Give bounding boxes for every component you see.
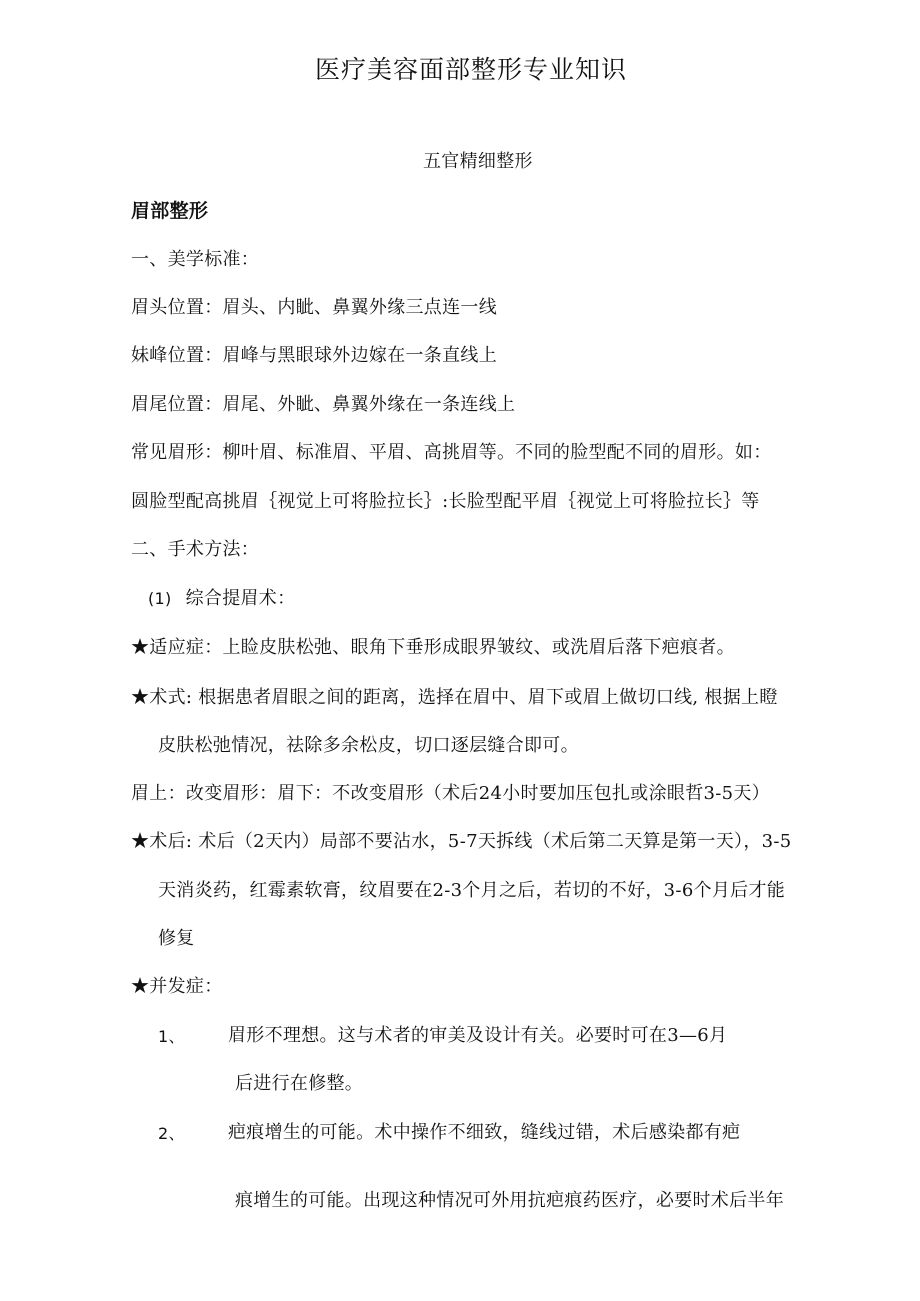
complications-heading: ★并发症： xyxy=(131,976,223,997)
surgery-heading: 二、手术方法： xyxy=(131,539,260,560)
eyebrow-note: 眉上：改变眉形：眉下：不改变眉形（术后24小时要加压包扎或涂眼哲3-5天） xyxy=(131,783,770,804)
complication-text: 后进行在修整。 xyxy=(235,1073,364,1094)
aesthetics-line: 妹峰位置：眉峰与黑眼球外边嫁在一条直线上 xyxy=(131,345,497,366)
document-title: 医疗美容面部整形专业知识 xyxy=(315,55,628,84)
complication-text: 眉形不理想。这与术者的审美及设计有关。必要时可在3—6月 xyxy=(228,1025,728,1046)
aesthetics-line: 眉头位置：眉头、内眦、鼻翼外缘三点连一线 xyxy=(131,297,497,318)
method-name: 综合提眉术： xyxy=(185,588,296,609)
aesthetics-line: 常见眉形：柳叶眉、标准眉、平眉、高挑眉等。不同的脸型配不同的眉形。如： xyxy=(131,442,772,463)
aesthetics-heading: 一、美学标准： xyxy=(131,249,260,270)
indication-line: ★适应症：上睑皮肤松弛、眼角下垂形成眼界皱纹、或洗眉后落下疤痕者。 xyxy=(131,637,735,658)
complication-text: 疤痕增生的可能。术中操作不细致，缝线过错，术后感染都有疤 xyxy=(228,1122,741,1143)
document-subtitle: 五官精细整形 xyxy=(423,151,533,172)
complication-text: 痕增生的可能。出现这种情况可外用抗疤痕药医疗，必要时术后半年 xyxy=(235,1190,784,1211)
section-heading: 眉部整形 xyxy=(131,200,209,222)
technique-line: ★术式: 根据患者眉眼之间的距离，选择在眉中、眉下或眉上做切口线, 根据上瞪 xyxy=(131,687,778,708)
aesthetics-line: 眉尾位置：眉尾、外眦、鼻翼外缘在一条连线上 xyxy=(131,394,516,415)
complication-number: 2、 xyxy=(158,1124,185,1143)
postop-line: 修复 xyxy=(158,928,195,949)
technique-line: 皮肤松弛情况，祛除多余松皮，切口逐层缝合即可。 xyxy=(158,735,579,756)
method-title xyxy=(148,587,295,611)
postop-line: ★术后: 术后（2天内）局部不要沾水，5-7天拆线（术后第二天算是第一天），3-5 xyxy=(131,831,792,852)
method-number: (1) xyxy=(148,589,172,608)
postop-line: 天消炎药，红霉素软膏，纹眉要在2-3个月之后，若切的不好，3-6个月后才能 xyxy=(158,880,786,901)
complication-number: 1、 xyxy=(158,1027,185,1046)
aesthetics-line: 圆脸型配高挑眉｛视觉上可将脸拉长｝:长脸型配平眉｛视觉上可将脸拉长｝等 xyxy=(131,491,760,512)
